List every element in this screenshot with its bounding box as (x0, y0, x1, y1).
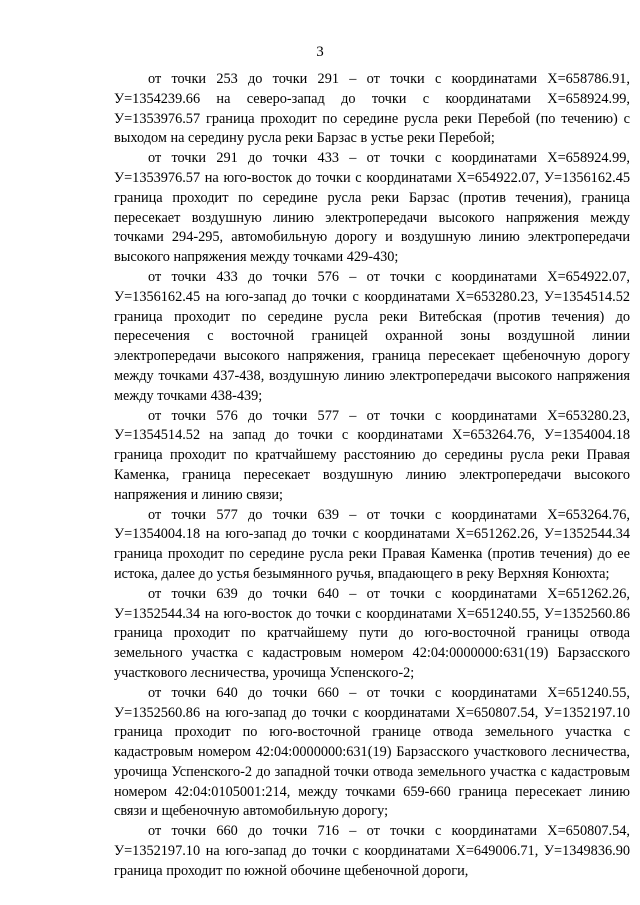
paragraph-point-577-639: от точки 577 до точки 639 – от точки с координатами Х=653264.76, У=1354004.18 на юго-запад до точки с координатами Х=651262.26, У=1352544.34 граница проходит по середине русла реки Правая Каменка (против течения) до ее истока, далее до устья безымянного ручья, впадающего в реку Верхняя Конюхта; (114, 506, 630, 582)
paragraph-point-576-577: от точки 576 до точки 577 – от точки с координатами Х=653280.23, У=1354514.52 на запад до точки с координатами Х=653264.76, У=1354004.18 граница проходит по кратчайшему расстоянию до середины русла реки Правая Каменка, граница пересекает воздушную линию электропередачи высокого напряжения и линию связи; (114, 407, 630, 503)
paragraph-point-433-576: от точки 433 до точки 576 – от точки с координатами Х=654922.07, У=1356162.45 на юго-запад до точки с координатами Х=653280.23, У=1354514.52 граница проходит по середине русла реки Витебская (против течения) до пересечения с восточной границей охранной зоны воздушной линии электропередачи высокого напряжения, граница пересекает щебеночную дорогу между точками 437-438, воздушную линию электропередачи высокого напряжения между точками 438-439; (114, 268, 630, 404)
paragraph-point-660-716: от точки 660 до точки 716 – от точки с координатами Х=650807.54, У=1352197.10 на юго-запад до точки с координатами Х=649006.71, У=1349836.90 граница проходит по южной обочине щебеночной дороги, (114, 823, 630, 879)
paragraph-point-291-433: от точки 291 до точки 433 – от точки с координатами Х=658924.99, У=1353976.57 на юго-восток до точки с координатами Х=654922.07, У=1356162.45 граница проходит по середине русла реки Барзас (против течения), граница пересекает воздушную линию электропередачи высокого напряжения между точками 294-295, автомобильную дорогу и воздушную линию электропередачи высокого напряжения между точками 429-430; (114, 150, 630, 266)
paragraph-point-640-660: от точки 640 до точки 660 – от точки с координатами Х=651240.55, У=1352560.86 на юго-запад до точки с координатами Х=650807.54, У=1352197.10 граница проходит по юго-восточной границе отвода земельного участка с кадастровым номером 42:04:0000000:631(19) Барзасского участкового лесничества, урочища Успенского-2 до западной точки отвода земельного участка с кадастровым номером 42:04:0105001:214, между точками 659-660 граница пересекает линию связи и щебеночную автомобильную дорогу; (114, 684, 630, 820)
page-number: 3 (316, 44, 324, 60)
paragraph-point-253-291: от точки 253 до точки 291 – от точки с координатами Х=658786.91, У=1354239.66 на северо-запад до точки с координатами Х=658924.99, У=1353976.57 граница проходит по середине русла реки Перебой (по течению) с выходом на середину русла реки Барзас в устье реки Перебой; (114, 71, 630, 147)
paragraph-point-639-640: от точки 639 до точки 640 – от точки с координатами Х=651262.26, У=1352544.34 на юго-восток до точки с координатами Х=651240.55, У=1352560.86 граница проходит по кратчайшему пути до юго-восточной границы отвода земельного участка с кадастровым номером 42:04:0000000:631(19) Барзасского участкового лесничества, урочища Успенского-2; (114, 585, 630, 681)
document-body (114, 70, 630, 882)
